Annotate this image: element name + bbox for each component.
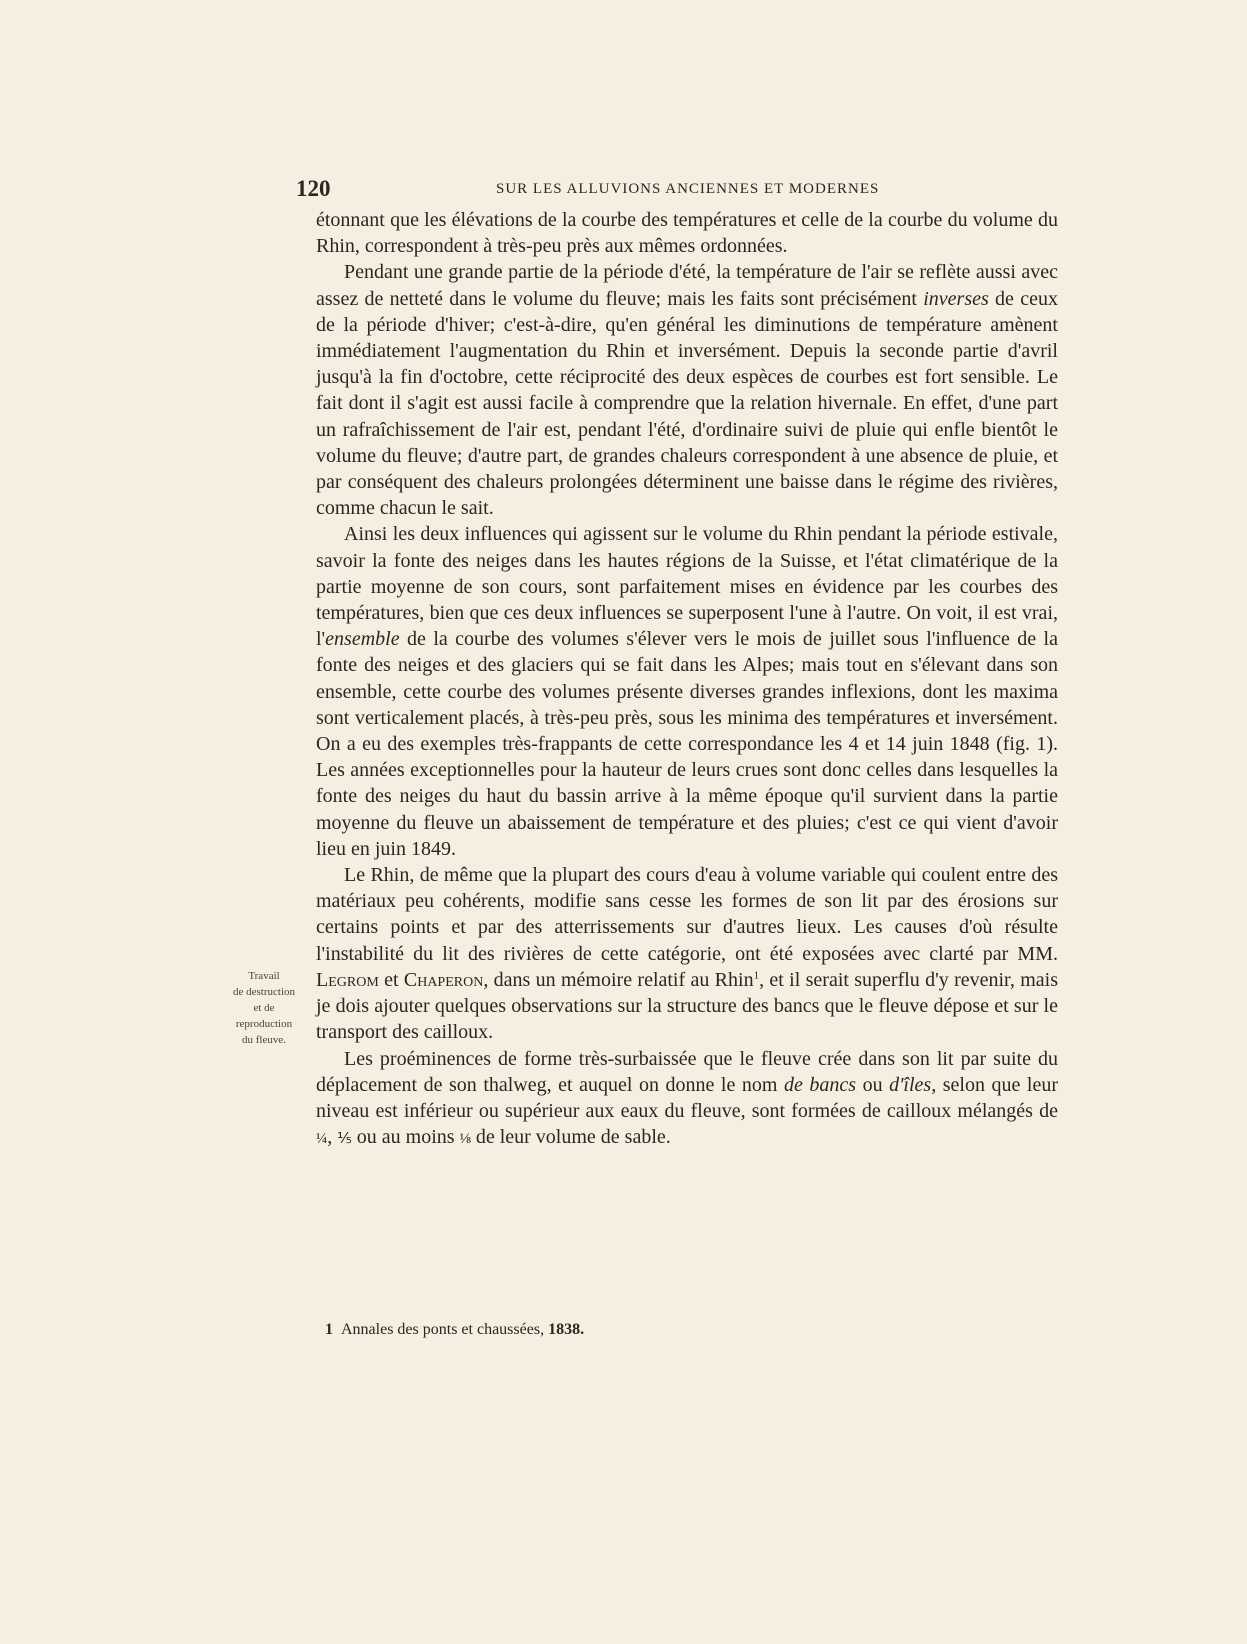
body-text [316,207,1058,1152]
paragraph-text: , [327,1126,338,1149]
paragraph-text: Le Rhin, de même que la plupart des cours d'eau à volume variable qui coulent entre des matériaux peu cohérents, modifie sans cesse les formes de son lit par des érosions sur certains points et par des atterrissements sur d'autres lieux. Les causes d'où résulte l'instabilité du lit des rivières de cette catégorie, ont été exposées avec clarté par MM. [316,864,1058,965]
footnote [325,1321,584,1339]
paragraph-text: de leur volume de sable. [470,1126,671,1149]
author-name: Legrom [316,968,379,991]
emphasis: de bancs [784,1073,857,1096]
footnote-text: Annales des ponts et chaussées, [341,1321,549,1338]
paragraph-text: de la courbe des volumes s'élever vers le mois de juillet sous l'influence de la fonte des neiges et des glaciers qui se fait dans les Alpes; mais tout en s'élevant dans son ensemble, cette courbe des volumes présente diverses grandes inflexions, dont les maxima sont verticalement placés, à très-peu près, sous les minima des températures et inversément. On a eu des exemples très-frappants de cette correspondance les 4 et 14 juin 1848 (fig. 1). Les années exceptionnelles pour la hauteur de leurs crues sont donc celles dans lesquelles la fonte des neiges du haut du bassin arrive à la même époque qu'il survient dans la partie moyenne du fleuve un abaissement de température et des pluies; c'est ce qui vient d'avoir lieu en juin 1849. [316,628,1058,860]
fraction: ⅛ [459,1131,471,1148]
footnote-number: 1 [325,1321,333,1338]
paragraph-2 [316,259,1058,521]
paragraph-text: , selon que leur niveau est inférieur ou supérieur aux eaux du fleuve, sont formées de cailloux mélangés de [316,1073,1059,1122]
margin-note-line: reproduction [235,1018,293,1030]
paragraph-text: étonnant que les élévations de la courbe des températures et celle de la courbe du volume du Rhin, correspondent à très-peu près aux mêmes ordonnées. [316,209,1058,258]
paragraph-text: Ainsi les deux influences qui agissent sur le volume du Rhin pendant la période estivale, savoir la fonte des neiges dans les hautes régions de la Suisse, et l'état climatérique de la partie moyenne de son cours, sont parfaitement mises en évidence par les courbes des températures, bien que ces deux influences se superposent l'une à l'autre. On voit, il est vrai, l' [316,523,1058,651]
paragraph-text: Pendant une grande partie de la période d'été, la température de l'air se reflète aussi avec assez de netteté dans le volume du fleuve; mais les faits sont précisément [316,261,1058,310]
emphasis: ensemble [325,628,400,651]
paragraph-text: de ceux de la période d'hiver; c'est-à-dire, qu'en général les diminutions de température amènent immédiatement l'augmentation du Rhin et inversément. Depuis la seconde partie d'avril jusqu'à la fin d'octobre, cette réciprocité des deux espèces de courbes est fort sensible. Le fait dont il s'agit est aussi facile à comprendre que la relation hivernale. En effet, d'une part un rafraîchissement de l'air est, pendant l'été, d'ordinaire suivi de pluie qui enfle bientôt le volume du fleuve; d'autre part, de grandes chaleurs correspondent à une absence de pluie, et par conséquent des chaleurs prolongées déterminent une baisse dans le régime des rivières, comme chacun le sait. [316,287,1058,520]
footnote-year: 1838. [548,1321,585,1338]
margin-note-line: de destruction [232,986,295,998]
emphasis: inverses [923,287,989,310]
running-title: SUR LES ALLUVIONS ANCIENNES ET MODERNES [496,181,880,197]
paragraph-1 [316,207,1058,259]
page-number: 120 [296,176,331,201]
fraction: ⅕ [337,1131,352,1148]
paragraph-text: ou au moins [351,1126,460,1149]
footnote-reference[interactable]: 1 [753,969,760,982]
margin-note-line: du fleuve. [242,1034,286,1046]
paragraph-text: ou [856,1073,890,1096]
margin-note-line: et de [253,1002,275,1014]
paragraph-text: , et il serait superflu d'y revenir, mais je dois ajouter quelques observations sur la structure des bancs que le fleuve dépose et sur le transport des cailloux. [316,968,1058,1044]
paragraph-text: Les proéminences de forme très-surbaissée que le fleuve crée dans son lit par suite du déplacement de son thalweg, et auquel on donne le nom [316,1047,1058,1096]
author-name: Chaperon [403,968,484,991]
emphasis: d'îles [889,1073,932,1096]
paragraph-text: et [378,968,404,991]
margin-note [218,968,310,1048]
fraction: ¼ [316,1131,328,1148]
paragraph-5 [316,1046,1058,1153]
margin-note-line: Travail [248,970,280,982]
paragraph-text: , dans un mémoire relatif au Rhin [483,968,754,991]
paragraph-3 [316,521,1058,862]
running-head [296,176,1056,200]
paragraph-4 [316,862,1058,1045]
